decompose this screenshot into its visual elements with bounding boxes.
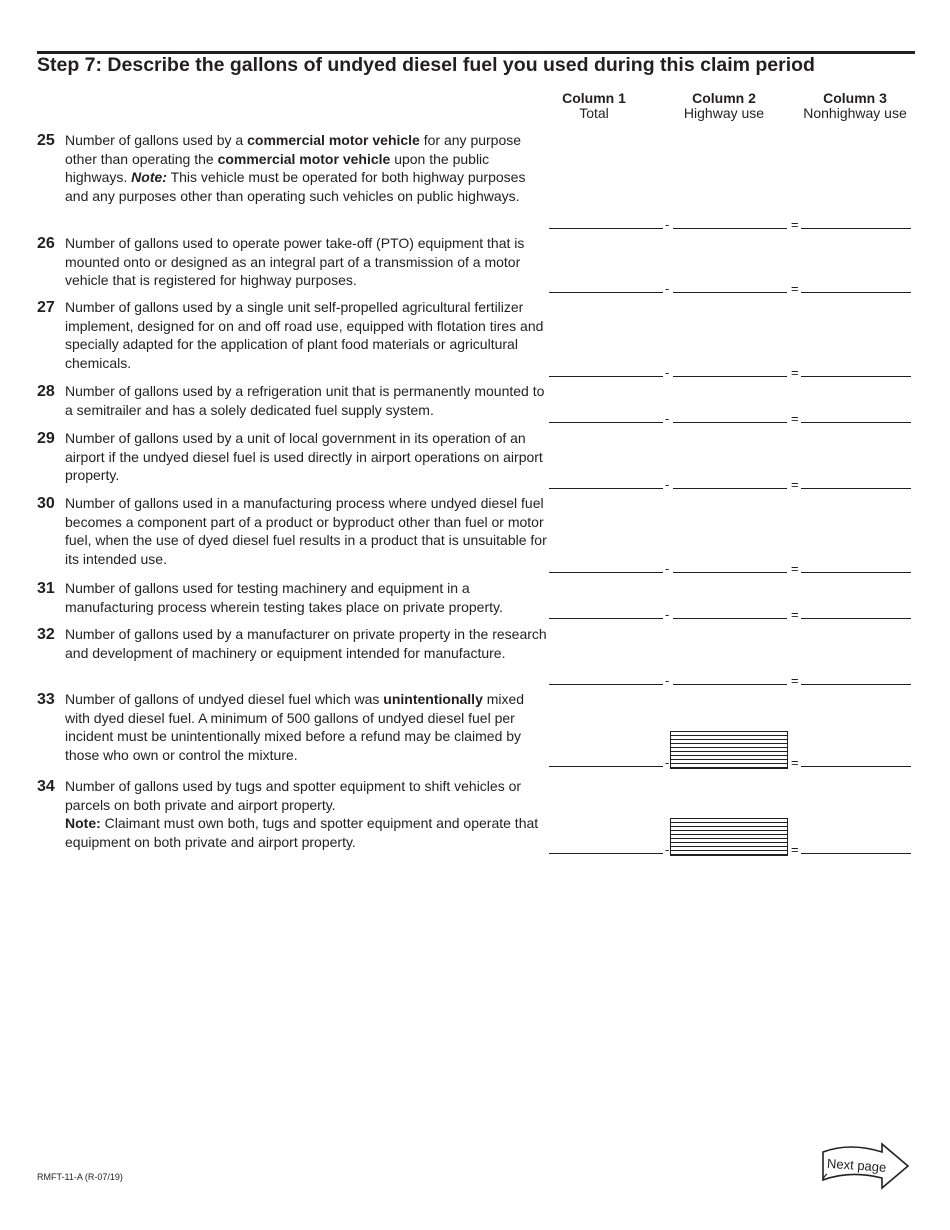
answer-row: [549, 559, 914, 576]
description-text: Number of gallons used by a unit of local government in its operation of an airport if the undyed diesel fuel is used directly in airport operations on airport property.: [65, 430, 543, 484]
line-number: 26: [37, 235, 55, 252]
line-number: 30: [37, 495, 55, 512]
description-text: upon the public highways.: [65, 150, 490, 186]
column-2-highway-field[interactable]: [673, 279, 787, 293]
column-2-header: Column 2 Highway use: [683, 90, 765, 121]
column-3-nonhighway-field[interactable]: [801, 215, 911, 229]
equals-sign: =: [791, 561, 799, 576]
answer-row: [549, 671, 914, 688]
column-3-nonhighway-field[interactable]: [801, 671, 911, 685]
description-text: commercial motor vehicle: [247, 132, 420, 148]
column-3-nonhighway-field[interactable]: [801, 363, 911, 377]
column-2-highway-field[interactable]: [673, 671, 787, 685]
description-text: Number of gallons used by a refrigeration unit that is permanently mounted to a semitrailer and has a solely dedicated fuel supply system.: [65, 383, 545, 418]
description-text: Note:: [65, 815, 101, 832]
description-text: Number of gallons used to operate power take-off (PTO) equipment that is mounted onto or designed as an integral part of a transmission of a motor vehicle that is registered for highway purposes.: [65, 235, 525, 289]
column-1-total-field[interactable]: [549, 279, 663, 293]
line-description: [65, 131, 547, 206]
column-2-highway-field[interactable]: [673, 215, 787, 229]
column-3-nonhighway-field[interactable]: [801, 475, 911, 489]
equals-sign: =: [791, 607, 799, 622]
column-1-total-field[interactable]: [549, 605, 663, 619]
line-number: 27: [37, 299, 55, 316]
column-3-nonhighway-field[interactable]: [801, 840, 911, 854]
line-number: 33: [37, 691, 55, 708]
description-text: Number of gallons used in a manufacturing process where undyed diesel fuel becomes a component part of a product or byproduct other than fuel or motor fuel, when the use of dyed diesel fuel results in a product that is unsuitable for its intended use.: [65, 495, 547, 568]
column-1-total-field[interactable]: [549, 475, 663, 489]
column-1-header: Column 1 Total: [562, 90, 626, 121]
equals-sign: =: [791, 411, 799, 426]
minus-sign: -: [665, 755, 670, 770]
column-1-total-field[interactable]: [549, 840, 663, 854]
line-description: [65, 579, 547, 616]
column-1-total-field[interactable]: [549, 753, 663, 767]
column-1-total-field[interactable]: [549, 559, 663, 573]
minus-sign: -: [665, 411, 670, 426]
column-3-nonhighway-field[interactable]: [801, 279, 911, 293]
description-text: Number of gallons used for testing machinery and equipment in a manufacturing process wherein testing takes place on private property.: [65, 580, 503, 615]
minus-sign: -: [665, 217, 670, 232]
answer-row: [549, 475, 914, 492]
next-page-label[interactable]: Next page: [826, 1155, 887, 1175]
description-text: Number of gallons of undyed diesel fuel which was: [65, 691, 384, 707]
line-description: [65, 777, 547, 852]
column-2-highway-field[interactable]: [673, 475, 787, 489]
column-3-nonhighway-field[interactable]: [801, 753, 911, 767]
description-text: Number of gallons used by a: [65, 132, 248, 148]
equals-sign: =: [791, 755, 799, 770]
minus-sign: -: [665, 281, 670, 296]
column-2-highway-field[interactable]: [673, 409, 787, 423]
description-text: mixed with dyed diesel fuel. A minimum of 500 gallons of undyed diesel fuel per incident must be unintentionally mixed before a refund may be claimed by those who own or control the mixture.: [65, 691, 525, 764]
step-title: Step 7: Describe the gallons of undyed diesel fuel you used during this claim period: [37, 54, 815, 76]
minus-sign: -: [665, 561, 670, 576]
equals-sign: =: [791, 673, 799, 688]
column-1-total-field[interactable]: [549, 363, 663, 377]
answer-row: [549, 840, 914, 857]
equals-sign: =: [791, 842, 799, 857]
line-number: 31: [37, 580, 55, 597]
next-page-icon[interactable]: [820, 1140, 910, 1192]
minus-sign: -: [665, 365, 670, 380]
equals-sign: =: [791, 217, 799, 232]
column-1-total-field[interactable]: [549, 215, 663, 229]
answer-row: [549, 215, 914, 232]
equals-sign: =: [791, 365, 799, 380]
line-number: 32: [37, 626, 55, 643]
description-text: unintentionally: [383, 691, 483, 707]
answer-row: [549, 605, 914, 622]
description-text: for any purpose other than operating the: [65, 132, 522, 167]
description-text: Number of gallons used by a single unit self-propelled agricultural fertilizer implement, designed for on and off road use, equipped with flotation tires and specially adapted for the application of plant food materials or agricultural chemicals.: [65, 299, 544, 372]
column-2-shaded-box: [670, 731, 788, 769]
minus-sign: -: [665, 477, 670, 492]
description-text: Note:: [131, 169, 167, 186]
column-3-nonhighway-field[interactable]: [801, 409, 911, 423]
column-1-total-field[interactable]: [549, 409, 663, 423]
line-description: [65, 690, 547, 765]
form-number: RMFT-11-A (R-07/19): [37, 1172, 123, 1182]
column-3-nonhighway-field[interactable]: [801, 559, 911, 573]
answer-row: [549, 363, 914, 380]
answer-row: [549, 409, 914, 426]
description-text: commercial motor vehicle: [217, 150, 391, 167]
column-1-total-field[interactable]: [549, 671, 663, 685]
column-2-highway-field[interactable]: [673, 363, 787, 377]
equals-sign: =: [791, 281, 799, 296]
line-number: 28: [37, 383, 55, 400]
column-2-highway-field[interactable]: [673, 605, 787, 619]
line-description: [65, 625, 547, 662]
column-2-highway-field[interactable]: [673, 559, 787, 573]
equals-sign: =: [791, 477, 799, 492]
line-number: 29: [37, 430, 55, 447]
line-number: 34: [37, 778, 55, 795]
line-description: [65, 429, 547, 485]
minus-sign: -: [665, 842, 670, 857]
column-2-shaded-box: [670, 818, 788, 856]
description-text: This vehicle must be operated for both highway purposes and any purposes other than operating such vehicles on public highways.: [65, 169, 526, 205]
line-description: [65, 382, 547, 419]
line-description: [65, 494, 547, 569]
column-3-nonhighway-field[interactable]: [801, 605, 911, 619]
column-3-header: Column 3 Nonhighway use: [803, 90, 907, 121]
line-description: [65, 298, 547, 373]
description-text: Number of gallons used by tugs and spotter equipment to shift vehicles or parcels on both private and airport property.: [65, 778, 522, 813]
answer-row: [549, 279, 914, 296]
minus-sign: -: [665, 673, 670, 688]
description-text: Claimant must own both, tugs and spotter equipment and operate that equipment on both private and airport property.: [65, 815, 539, 851]
answer-row: [549, 753, 914, 770]
description-text: Number of gallons used by a manufacturer on private property in the research and development of machinery or equipment intended for manufacture.: [65, 626, 547, 661]
line-description: [65, 234, 547, 290]
minus-sign: -: [665, 607, 670, 622]
line-number: 25: [37, 132, 55, 149]
